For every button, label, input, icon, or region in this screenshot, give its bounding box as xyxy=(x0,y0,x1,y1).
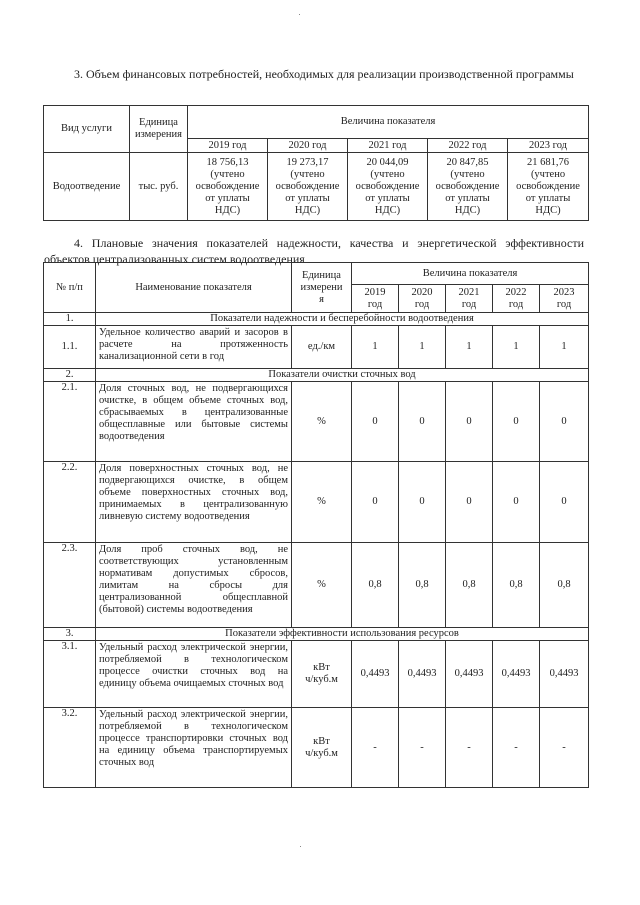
indicator-unit: % xyxy=(292,462,352,543)
value-cell: 0,8 xyxy=(399,543,446,628)
value-cell: 1 xyxy=(352,326,399,369)
year-header: 2023 год xyxy=(540,285,589,313)
header-unit: Единица измерени я xyxy=(292,263,352,313)
header-name: Наименование показателя xyxy=(96,263,292,313)
indicator-unit: кВт ч/куб.м xyxy=(292,641,352,708)
value-cell: 21 681,76 (учтено освобождение от уплаты НДС) xyxy=(508,153,589,221)
indicator-name: Доля проб сточных вод, не соответствующих установленным нормативам допустимых сбросов, лимитам на сбросы для централизованной общесплавной (бытовой) системы водоотведения xyxy=(96,543,292,628)
table-row xyxy=(44,708,589,788)
header-unit: Единица измерения xyxy=(130,106,188,153)
value-cell: 18 756,13 (учтено освобождение от уплаты НДС) xyxy=(188,153,268,221)
row-num: 1.1. xyxy=(44,326,96,369)
value-cell: 0,8 xyxy=(493,543,540,628)
row-num: 3.2. xyxy=(44,708,96,788)
group-num: 2. xyxy=(44,369,96,382)
table-row xyxy=(44,382,589,462)
service-unit: тыс. руб. xyxy=(130,153,188,221)
value-cell: - xyxy=(399,708,446,788)
scan-mark-bottom xyxy=(300,846,301,847)
value-cell: 1 xyxy=(446,326,493,369)
header-value: Величина показателя xyxy=(188,106,589,139)
value-cell: 0,8 xyxy=(352,543,399,628)
indicator-unit: ед./км xyxy=(292,326,352,369)
group-title: Показатели надежности и бесперебойности водоотведения xyxy=(96,313,589,326)
header-num: № п/п xyxy=(44,263,96,313)
value-cell: - xyxy=(446,708,493,788)
financial-needs-table xyxy=(43,105,589,221)
value-cell: 0 xyxy=(493,382,540,462)
year-header: 2020 год xyxy=(399,285,446,313)
group-title: Показатели очистки сточных вод xyxy=(96,369,589,382)
value-cell: 0,8 xyxy=(446,543,493,628)
value-cell: 0 xyxy=(352,462,399,543)
year-header: 2019 год xyxy=(188,139,268,153)
value-cell: 0,8 xyxy=(540,543,589,628)
value-cell: 0,4493 xyxy=(540,641,589,708)
value-cell: 0 xyxy=(540,382,589,462)
row-num: 2.3. xyxy=(44,543,96,628)
value-cell: 20 044,09 (учтено освобождение от уплаты НДС) xyxy=(348,153,428,221)
row-num: 3.1. xyxy=(44,641,96,708)
value-cell: 0 xyxy=(446,382,493,462)
value-cell: 19 273,17 (учтено освобождение от уплаты НДС) xyxy=(268,153,348,221)
year-header: 2022 год xyxy=(428,139,508,153)
scan-mark-top xyxy=(299,14,300,15)
row-num: 2.1. xyxy=(44,382,96,462)
header-value: Величина показателя xyxy=(352,263,589,285)
group-num: 3. xyxy=(44,628,96,641)
value-cell: 1 xyxy=(493,326,540,369)
group-num: 1. xyxy=(44,313,96,326)
row-num: 2.2. xyxy=(44,462,96,543)
indicator-unit: кВт ч/куб.м xyxy=(292,708,352,788)
year-header: 2021 год xyxy=(348,139,428,153)
value-cell: - xyxy=(352,708,399,788)
value-cell: - xyxy=(540,708,589,788)
table-row xyxy=(44,462,589,543)
value-cell: 0 xyxy=(352,382,399,462)
table-row xyxy=(44,543,589,628)
group-row xyxy=(44,313,589,326)
group-row xyxy=(44,628,589,641)
indicator-name: Доля сточных вод, не подвергающихся очистке, в общем объеме сточных вод, сбрасываемых в централизованные общесплавные или бытовые системы водоотведения xyxy=(96,382,292,462)
indicator-name: Удельный расход электрической энергии, потребляемой в технологическом процессе очистки сточных вод на единицу объема очищаемых сточных вод xyxy=(96,641,292,708)
group-row xyxy=(44,369,589,382)
value-cell: 1 xyxy=(540,326,589,369)
value-cell: 0 xyxy=(399,382,446,462)
section3-heading-text: 3. Объем финансовых потребностей, необходимых для реализации производственной программы xyxy=(74,67,574,81)
year-header: 2022 год xyxy=(493,285,540,313)
table-row xyxy=(44,641,589,708)
value-cell: - xyxy=(493,708,540,788)
value-cell: 0,4493 xyxy=(493,641,540,708)
value-cell: 0,4493 xyxy=(352,641,399,708)
year-header: 2021 год xyxy=(446,285,493,313)
section4-heading-text: 4. Плановые значения показателей надежности, качества и энергетической эффективности объектов централизованных систем водоотведения xyxy=(44,236,584,266)
value-cell: 0 xyxy=(399,462,446,543)
value-cell: 0 xyxy=(446,462,493,543)
indicator-unit: % xyxy=(292,382,352,462)
table-row xyxy=(44,153,589,221)
indicator-unit: % xyxy=(292,543,352,628)
value-cell: 20 847,85 (учтено освобождение от уплаты НДС) xyxy=(428,153,508,221)
year-header: 2019 год xyxy=(352,285,399,313)
indicator-name: Удельный расход электрической энергии, потребляемой в технологическом процессе транспортировки сточных вод на единицу объема транспортируемых сточных вод xyxy=(96,708,292,788)
value-cell: 1 xyxy=(399,326,446,369)
table-row xyxy=(44,326,589,369)
value-cell: 0,4493 xyxy=(399,641,446,708)
indicators-table xyxy=(43,262,589,788)
value-cell: 0 xyxy=(493,462,540,543)
value-cell: 0 xyxy=(540,462,589,543)
indicator-name: Удельное количество аварий и засоров в расчете на протяженность канализационной сети в год xyxy=(96,326,292,369)
indicator-name: Доля поверхностных сточных вод, не подвергающихся очистке, в общем объеме поверхностных сточных вод, принимаемых в централизованную ливневую систему водоотведения xyxy=(96,462,292,543)
section3-heading xyxy=(44,66,584,82)
header-service: Вид услуги xyxy=(44,106,130,153)
value-cell: 0,4493 xyxy=(446,641,493,708)
year-header: 2023 год xyxy=(508,139,589,153)
year-header: 2020 год xyxy=(268,139,348,153)
service-name: Водоотведение xyxy=(44,153,130,221)
group-title: Показатели эффективности использования ресурсов xyxy=(96,628,589,641)
